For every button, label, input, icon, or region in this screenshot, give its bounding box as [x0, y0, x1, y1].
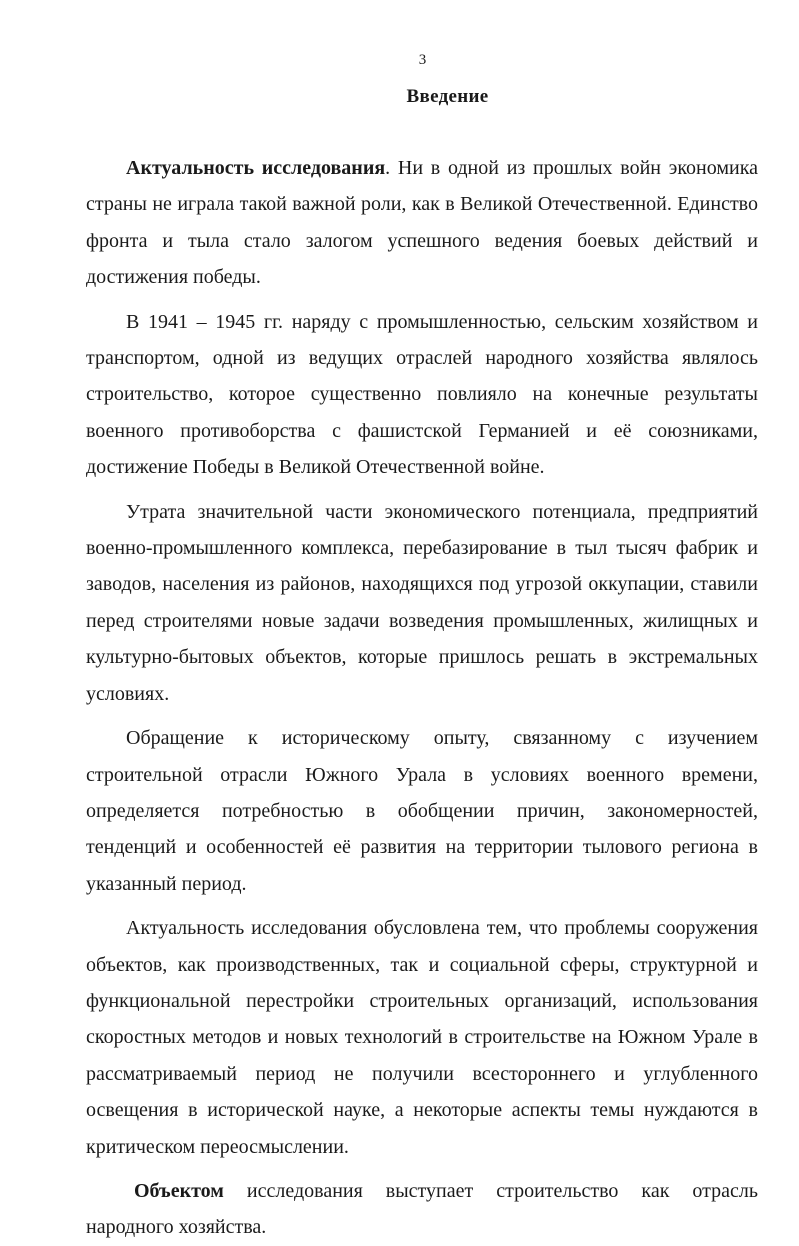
object-text: исследования выступает строительство как отрасль народного хозяйства.	[86, 1179, 758, 1239]
page-number: 3	[418, 52, 427, 68]
paragraph-research-object	[86, 1173, 758, 1246]
paragraph-relevance	[86, 150, 758, 296]
paragraph-construction-role: В 1941 – 1945 гг. наряду с промышленностью, сельским хозяйством и транспортом, одной из ведущих отраслей народного хозяйства являлось строительство, которое существенно повлияло на конечные результаты военного противоборства с фашистской Германией и её союзниками, достижение Победы в Великой Отечественной войне.	[86, 310, 758, 479]
relevance-lead: Актуальность исследования	[126, 157, 386, 179]
paragraph-research-relevance: Актуальность исследования обусловлена тем, что проблемы сооружения объектов, как производственных, так и социальной сферы, структурной и функциональной перестройки строительных организаций, использования скоростных методов и новых технологий в строительстве на Южном Урале в рассматриваемый период не получили всестороннего и углубленного освещения в исторической науке, а некоторые аспекты темы нуждаются в критическом переосмыслении.	[86, 917, 758, 1158]
relevance-text: . Ни в одной из прошлых войн экономика страны не играла такой важной роли, как в Великой Отечественной. Единство фронта и тыла стало залогом успешного ведения боевых действий и достижения победы.	[86, 157, 758, 289]
paragraph-economic-loss: Утрата значительной части экономического потенциала, предприятий военно-промышленного комплекса, перебазирование в тыл тысяч фабрик и заводов, населения из районов, находящихся под угрозой оккупации, ставили перед строителями новые задачи возведения промышленных, жилищных и культурно-бытовых объектов, которые пришлось решать в экстремальных условиях.	[86, 500, 758, 705]
body-text	[86, 150, 758, 1246]
section-heading: Введение	[406, 86, 489, 107]
object-lead: Объектом	[134, 1179, 224, 1202]
paragraph-historical-experience: Обращение к историческому опыту, связанному с изучением строительной отрасли Южного Урала в условиях военного времени, определяется потребностью в обобщении причин, закономерностей, тенденций и особенностей её развития на территории тылового региона в указанный период.	[86, 727, 758, 895]
